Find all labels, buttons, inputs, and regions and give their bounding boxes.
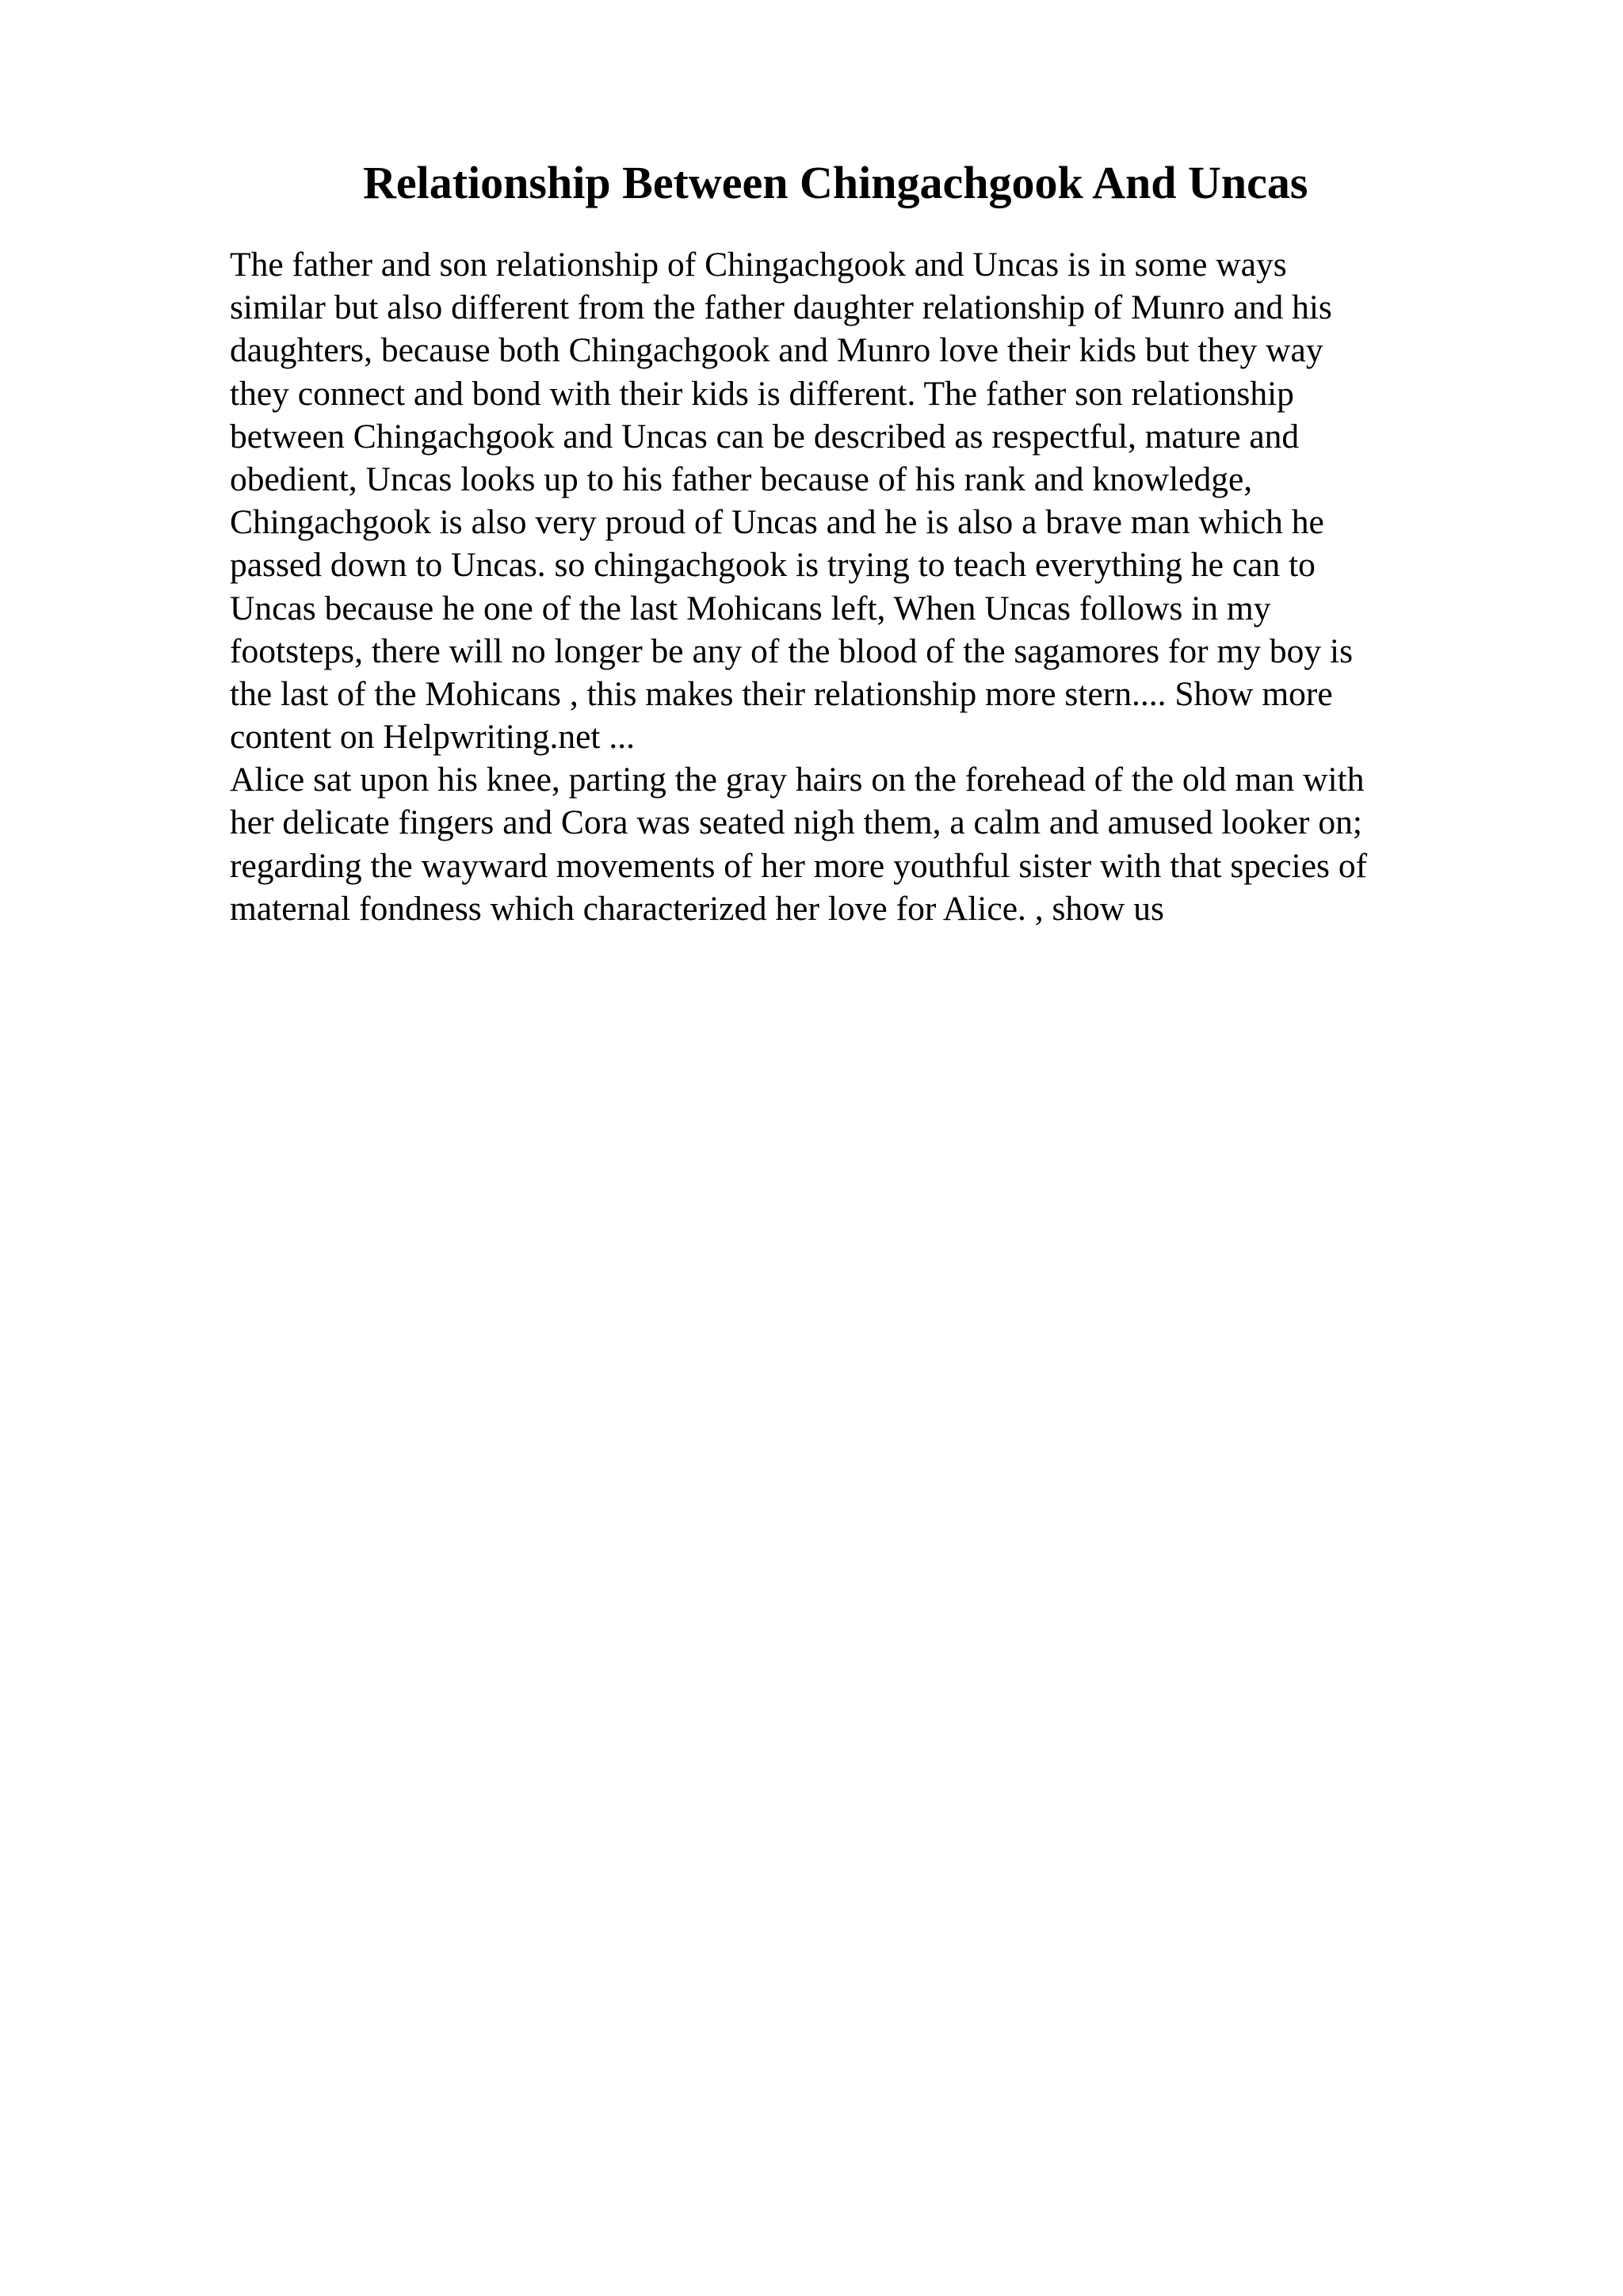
body-line: Uncas because he one of the last Mohicans left, When Uncas follows in my — [230, 589, 1271, 627]
body-line: The father and son relationship of Chingachgook and Uncas is in some ways — [230, 246, 1287, 284]
body-line: regarding the wayward movements of her more youthful sister with that species of — [230, 846, 1368, 885]
body-line: the last of the Mohicans , this makes their relationship more stern.... Show more — [230, 674, 1333, 713]
body-line: passed down to Uncas. so chingachgook is trying to teach everything he can to — [230, 546, 1316, 585]
body-line: maternal fondness which characterized her love for Alice. , show us — [230, 889, 1164, 928]
body-line: Alice sat upon his knee, parting the gray hairs on the forehead of the old man with — [230, 761, 1365, 799]
body-line: daughters, because both Chingachgook and Munro love their kids but they way — [230, 331, 1323, 370]
body-line: Chingachgook is also very proud of Uncas and he is also a brave man which he — [230, 503, 1324, 542]
body-line: similar but also different from the father daughter relationship of Munro and his — [230, 288, 1332, 327]
body-line: content on Helpwriting.net ... — [230, 718, 636, 757]
body-line: obedient, Uncas looks up to his father because of his rank and knowledge, — [230, 460, 1253, 498]
body-line: her delicate fingers and Cora was seated nigh them, a calm and amused looker on; — [230, 803, 1362, 842]
document-body — [230, 243, 1466, 930]
body-line: between Chingachgook and Uncas can be described as respectful, mature and — [230, 417, 1300, 456]
body-line: they connect and bond with their kids is different. The father son relationship — [230, 374, 1294, 413]
body-line: footsteps, there will no longer be any of the blood of the sagamores for my boy is — [230, 631, 1354, 670]
document-title: Relationship Between Chingachgook And Uncas — [363, 157, 1308, 208]
